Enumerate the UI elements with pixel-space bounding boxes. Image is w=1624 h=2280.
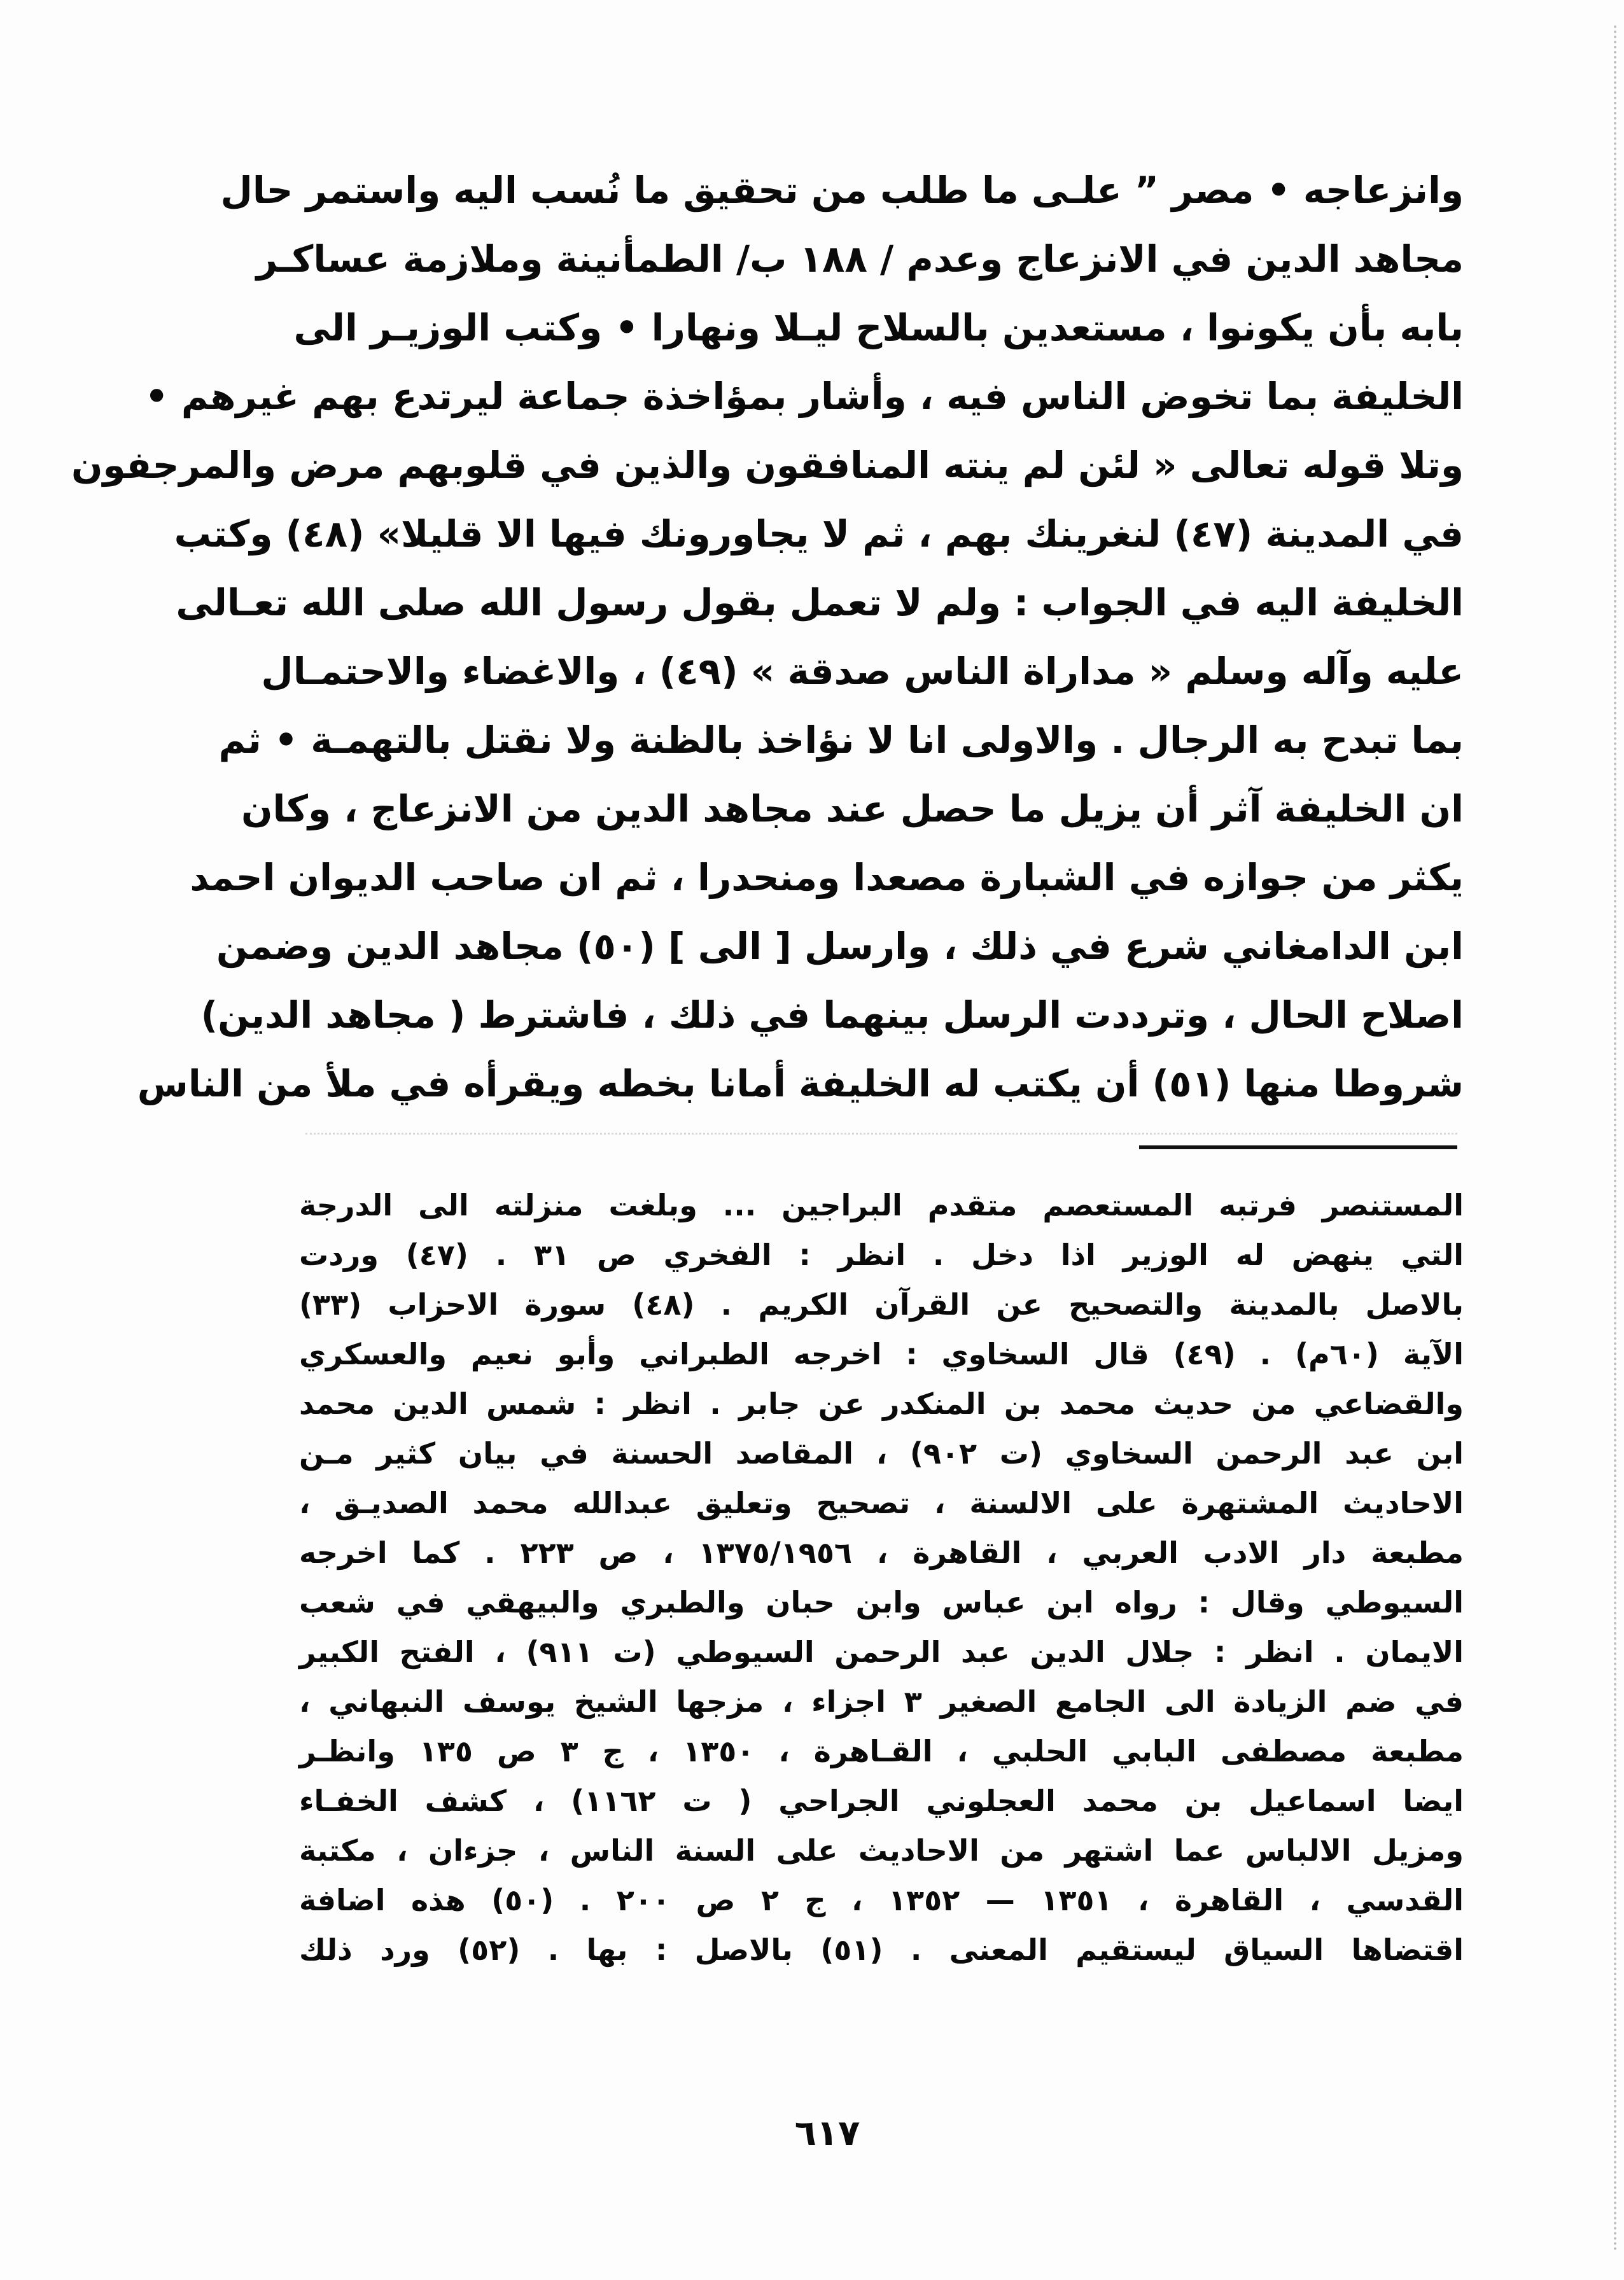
main-text-line: بما تبدح به الرجال . والاولى انا لا نؤاخذ بالظنة ولا نقتل بالتهمـة • ثم — [218, 718, 1464, 762]
main-text-line: ابن الدامغاني شرع في ذلك ، وارسل [ الى ] (٥٠) مجاهد الدين وضمن — [216, 925, 1464, 968]
footnote-line: القدسي ، القاهرة ، ١٣٥١ — ١٣٥٢ ، ج ٢ ص ٢٠٠ . (٥٠) هذه اضافة — [299, 1883, 1464, 1917]
main-text-line: الخليفة بما تخوض الناس فيه ، وأشار بمؤاخذة جماعة ليرتدع بهم غيرهم • — [144, 375, 1464, 418]
main-text-line: اصلاح الحال ، وترددت الرسل بينهما في ذلك ، فاشترط ( مجاهد الدين) — [200, 993, 1464, 1037]
footnote-line: في ضم الزيادة الى الجامع الصغير ٣ اجزاء ، مزجها الشيخ يوسف النبهاني ، — [299, 1684, 1464, 1719]
main-text-line: مجاهد الدين في الانزعاج وعدم / ١٨٨ ب/ الطمأنينة وملازمة عساكـر — [256, 237, 1464, 281]
scan-edge-mark — [1610, 25, 1616, 2253]
scan-noise-divider — [305, 1133, 1457, 1154]
footnote-line: المستنصر فرتبه المستعصم متقدم البراجين ... وبلغت منزلته الى الدرجة — [299, 1188, 1464, 1222]
main-text-line: شروطا منها (٥١) أن يكتب له الخليفة أمانا بخطه ويقرأه في ملأ من الناس — [137, 1062, 1464, 1105]
main-text-line: بابه بأن يكونوا ، مستعدين بالسلاح ليـلا ونهارا • وكتب الوزيـر الى — [293, 306, 1464, 349]
footnote-line: مطبعة دار الادب العربي ، القاهرة ، ١٣٧٥/١٩٥٦ ، ص ٢٢٣ . كما اخرجه — [299, 1535, 1464, 1570]
main-text-line: يكثر من جوازه في الشبارة مصعدا ومنحدرا ، ثم ان صاحب الديوان احمد — [190, 856, 1464, 899]
main-text-line: ان الخليفة آثر أن يزيل ما حصل عند مجاهد الدين من الانزعاج ، وكان — [241, 787, 1464, 830]
footnote-line: ومزيل الالباس عما اشتهر من الاحاديث على السنة الناس ، جزءان ، مكتبة — [299, 1833, 1464, 1868]
main-text-block — [71, 156, 1464, 1118]
footnote-line: الاحاديث المشتهرة على الالسنة ، تصحيح وتعليق عبدالله محمد الصديـق ، — [299, 1486, 1464, 1520]
footnote-line: السيوطي وقال : رواه ابن عباس وابن حبان والطبري والبيهقي في شعب — [299, 1585, 1464, 1619]
footnote-line: ابن عبد الرحمن السخاوي (ت ٩٠٢) ، المقاصد الحسنة في بيان كثير مـن — [299, 1436, 1464, 1471]
main-text-line: في المدينة (٤٧) لنغرينك بهم ، ثم لا يجاورونك فيها الا قليلا» (٤٨) وكتب — [174, 512, 1464, 556]
footnote-line: مطبعة مصطفى البابي الحلبي ، القـاهرة ، ١٣٥٠ ، ج ٣ ص ١٣٥ وانظـر — [299, 1734, 1464, 1768]
footnote-line: اقتضاها السياق ليستقيم المعنى . (٥١) بالاصل : بها . (٥٢) ورد ذلك — [299, 1933, 1464, 1967]
main-text-line: وانزعاجه • مصر ” علـى ما طلب من تحقيق ما نُسب اليه واستمر حال — [220, 169, 1464, 212]
main-text-line: عليه وآله وسلم « مداراة الناس صدقة » (٤٩) ، والاغضاء والاحتمـال — [261, 650, 1464, 693]
footnotes-block — [299, 1180, 1464, 1975]
main-text-line: وتلا قوله تعالى « لئن لم ينته المنافقون والذين في قلوبهم مرض والمرجفون — [71, 444, 1464, 487]
main-text-line: الخليفة اليه في الجواب : ولم لا تعمل بقول رسول الله صلى الله تعـالى — [176, 581, 1464, 624]
footnote-line: الايمان . انظر : جلال الدين عبد الرحمن السيوطي (ت ٩١١) ، الفتح الكبير — [299, 1635, 1464, 1669]
footnote-line: والقضاعي من حديث محمد بن المنكدر عن جابر . انظر : شمس الدين محمد — [299, 1387, 1464, 1421]
footnote-line: الآية (٦٠م) . (٤٩) قال السخاوي : اخرجه الطبراني وأبو نعيم والعسكري — [299, 1337, 1464, 1371]
page-number: ٦١٧ — [794, 2113, 860, 2154]
footnote-line: بالاصل بالمدينة والتصحيح عن القرآن الكريم . (٤٨) سورة الاحزاب (٣٣) — [299, 1287, 1464, 1322]
footnote-line: التي ينهض له الوزير اذا دخل . انظر : الفخري ص ٣١ . (٤٧) وردت — [299, 1238, 1464, 1272]
footnote-line: ايضا اسماعيل بن محمد العجلوني الجراحي ( ت ١١٦٢) ، كشف الخفـاء — [299, 1784, 1464, 1818]
footnote-separator-rule — [1139, 1145, 1457, 1149]
